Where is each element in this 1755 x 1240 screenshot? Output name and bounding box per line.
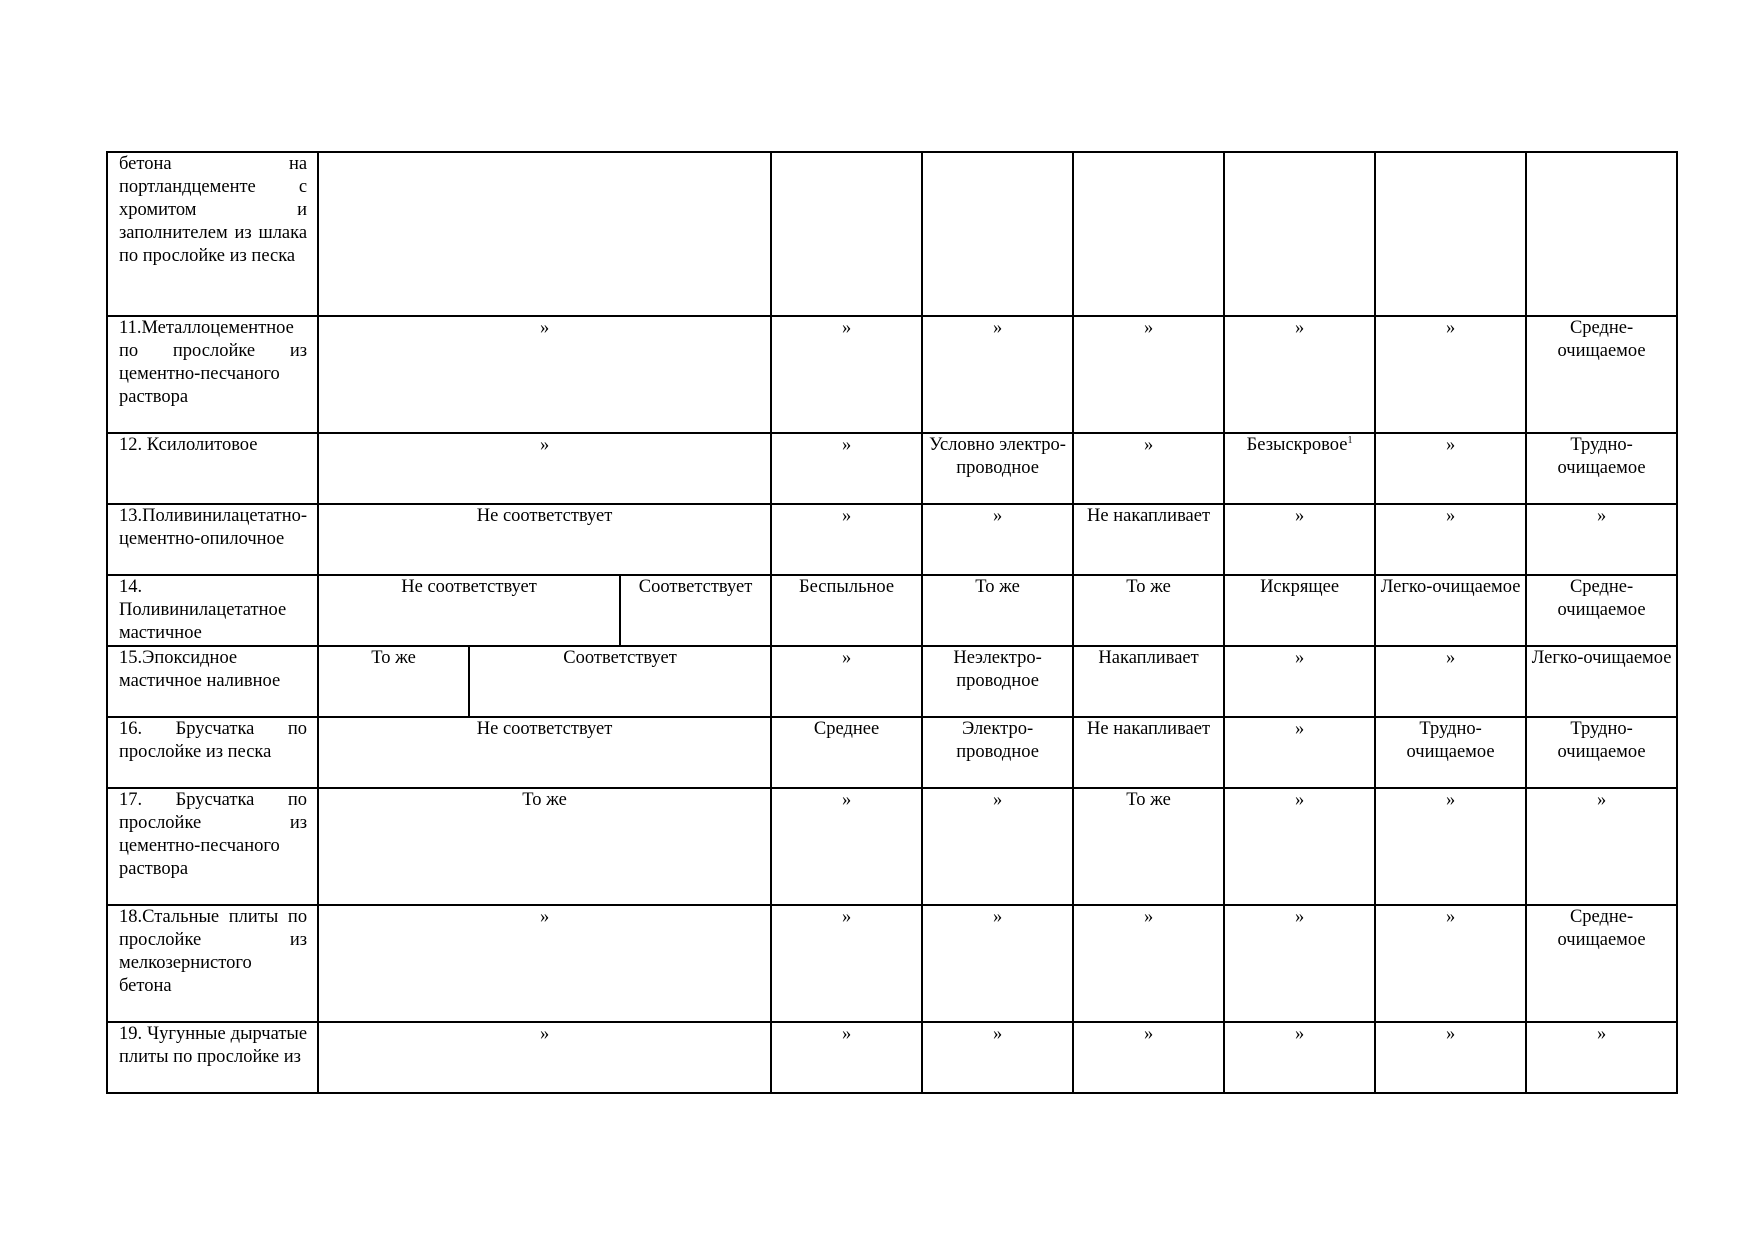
table-cell: То же [318, 788, 771, 905]
footnote-mark: 1 [1347, 434, 1353, 446]
table-cell: » [922, 504, 1073, 575]
table-cell: Не соответствует [318, 575, 620, 646]
table-cell: » [1526, 788, 1677, 905]
table-cell: То же [1073, 575, 1224, 646]
table-cell: Среднее [771, 717, 922, 788]
table-row [107, 433, 1677, 504]
table-cell: » [771, 905, 922, 1022]
table-cell: » [318, 433, 771, 504]
table-row [107, 905, 1677, 1022]
table-cell: » [1375, 788, 1526, 905]
cell-text: Безыскровое [1246, 435, 1348, 455]
table-cell: » [1224, 504, 1375, 575]
table-row [107, 575, 1677, 646]
table-cell: » [922, 1022, 1073, 1093]
table-cell: Соответствует [469, 646, 771, 717]
table-cell: Легко-очищаемое [1375, 575, 1526, 646]
table-cell: Искрящее [1224, 575, 1375, 646]
table-cell: » [1224, 316, 1375, 433]
table-cell: » [1073, 1022, 1224, 1093]
table-cell: Средне-очищаемое [1526, 905, 1677, 1022]
table-cell: Средне-очищаемое [1526, 575, 1677, 646]
table-cell: Условно электро-проводное [922, 433, 1073, 504]
floor-type-cell: 17. Брусчатка по прослойке из цементно-песчаного раствора [107, 788, 318, 905]
table-cell: » [1224, 717, 1375, 788]
table-cell: Не накапливает [1073, 504, 1224, 575]
table-cell: » [318, 316, 771, 433]
table-cell: Трудно-очищаемое [1375, 717, 1526, 788]
table-row [107, 316, 1677, 433]
table-cell: » [922, 905, 1073, 1022]
table-cell: » [1375, 905, 1526, 1022]
table-cell [318, 152, 771, 316]
table-cell: » [771, 788, 922, 905]
table-cell: Не соответствует [318, 504, 771, 575]
table-cell: Средне-очищаемое [1526, 316, 1677, 433]
table-row [107, 717, 1677, 788]
table-row [107, 646, 1677, 717]
table-cell: » [318, 1022, 771, 1093]
table-cell: » [1375, 316, 1526, 433]
table-cell: » [771, 646, 922, 717]
table-cell: » [771, 504, 922, 575]
table-cell: Неэлектро-проводное [922, 646, 1073, 717]
table-cell: » [1224, 1022, 1375, 1093]
floor-type-cell: 15.Эпоксидное мастичное наливное [107, 646, 318, 717]
table-cell: » [1375, 433, 1526, 504]
table-cell [1375, 152, 1526, 316]
floor-type-cell: 14. Поливинилацетатное мастичное [107, 575, 318, 646]
table-cell: То же [318, 646, 469, 717]
table-cell [1224, 433, 1375, 504]
table-cell: » [1224, 905, 1375, 1022]
table-cell: Электро-проводное [922, 717, 1073, 788]
floor-type-cell: 18.Стальные плиты по прослойке из мелкозернистого бетона [107, 905, 318, 1022]
table-cell: Соответствует [620, 575, 771, 646]
floor-type-cell: 12. Ксилолитовое [107, 433, 318, 504]
table-cell: » [1073, 433, 1224, 504]
table-cell: » [1073, 316, 1224, 433]
table-cell [1073, 152, 1224, 316]
table-cell: » [1224, 788, 1375, 905]
table-cell: » [1375, 646, 1526, 717]
table-cell: » [1224, 646, 1375, 717]
table-cell: » [1375, 504, 1526, 575]
table-row [107, 152, 1677, 316]
table-cell: Беспыльное [771, 575, 922, 646]
table-cell: » [922, 316, 1073, 433]
table-row [107, 788, 1677, 905]
floor-type-cell: 16. Брусчатка по прослойке из песка [107, 717, 318, 788]
floor-type-cell: бетона на портландцементе с хромитом и заполнителем из шлака по прослойке из песка [107, 152, 318, 316]
table-row [107, 504, 1677, 575]
table-cell: » [1073, 905, 1224, 1022]
table-cell: » [771, 1022, 922, 1093]
table-cell: » [771, 433, 922, 504]
table-cell: » [318, 905, 771, 1022]
table-cell: » [1375, 1022, 1526, 1093]
table-row [107, 1022, 1677, 1093]
table-cell: То же [922, 575, 1073, 646]
table-cell [1224, 152, 1375, 316]
table-cell: » [771, 316, 922, 433]
table-cell: То же [1073, 788, 1224, 905]
table-cell: » [1526, 504, 1677, 575]
table-cell: Трудно-очищаемое [1526, 717, 1677, 788]
table-cell: Легко-очищаемое [1526, 646, 1677, 717]
table-cell: Не соответствует [318, 717, 771, 788]
floor-type-cell: 11.Металлоцементное по прослойке из цементно-песчаного раствора [107, 316, 318, 433]
table-cell [922, 152, 1073, 316]
table-cell: Не накапливает [1073, 717, 1224, 788]
table-cell: Накапливает [1073, 646, 1224, 717]
table-cell [1526, 152, 1677, 316]
table-cell [771, 152, 922, 316]
floor-type-cell: 19. Чугунные дырчатые плиты по прослойке из [107, 1022, 318, 1093]
floor-type-cell: 13.Поливинилацетатно-цементно-опилочное [107, 504, 318, 575]
floor-properties-table [106, 151, 1678, 1094]
table-cell: Трудно-очищаемое [1526, 433, 1677, 504]
table-cell: » [1526, 1022, 1677, 1093]
table-cell: » [922, 788, 1073, 905]
